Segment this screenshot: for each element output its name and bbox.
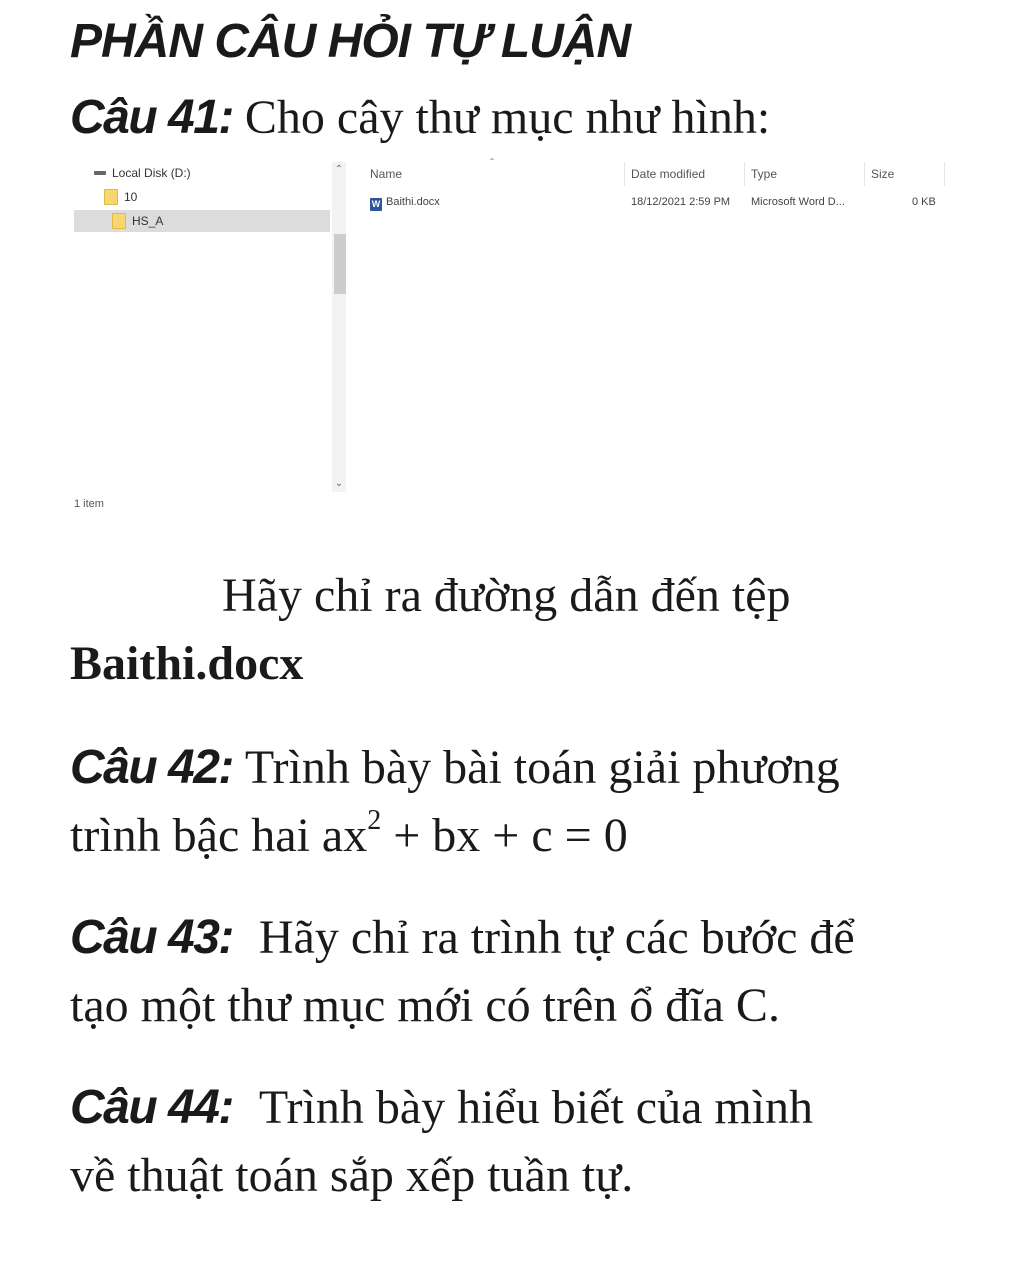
column-divider[interactable]: [944, 162, 945, 186]
question-41-label: Câu 41:: [70, 91, 233, 144]
sort-caret-icon: ˆ: [490, 156, 494, 170]
tree-scrollbar[interactable]: [332, 162, 346, 492]
column-header-name[interactable]: Name: [370, 167, 403, 181]
question-42-text-2-post: + bx + c = 0: [381, 809, 628, 862]
scroll-down-icon[interactable]: ⌄: [334, 478, 344, 489]
file-row-name[interactable]: [370, 194, 440, 211]
file-explorer-screenshot: [74, 158, 946, 518]
question-43-text-1: Hãy chỉ ra trình tự các bước để: [258, 911, 855, 964]
column-header-date[interactable]: Date modified: [631, 167, 706, 181]
tree-item-drive-label: Local Disk (D:): [112, 166, 191, 180]
column-header-size[interactable]: Size: [871, 167, 895, 181]
folder-tree: [74, 158, 332, 488]
drive-icon: [94, 171, 106, 175]
column-header-type[interactable]: Type: [751, 167, 778, 181]
scroll-thumb[interactable]: [334, 234, 346, 294]
file-row-type: Microsoft Word D...: [751, 196, 845, 208]
tree-item-folder-10-label: 10: [124, 190, 138, 204]
scroll-up-icon[interactable]: ⌃: [334, 164, 344, 175]
question-43-label: Câu 43:: [70, 911, 233, 964]
question-44-line-2: về thuật toán sắp xếp tuần tự.: [70, 1149, 634, 1202]
column-divider[interactable]: [864, 162, 865, 186]
column-divider[interactable]: [624, 162, 625, 186]
folder-icon: [112, 213, 126, 229]
question-43-line-1: [70, 910, 855, 965]
tree-item-folder-10[interactable]: [104, 186, 137, 208]
status-bar-item-count: 1 item: [74, 498, 104, 508]
question-42-line-1: [70, 740, 840, 795]
question-44-line-1: [70, 1080, 813, 1135]
question-42-text-1: Trình bày bài toán giải phương: [244, 741, 840, 794]
question-42-text-2-pre: trình bậc hai ax: [70, 809, 368, 862]
question-42-exponent: 2: [367, 805, 382, 836]
word-document-icon: W: [371, 199, 381, 209]
question-44-label: Câu 44:: [70, 1081, 233, 1134]
tree-item-drive[interactable]: [94, 162, 191, 184]
question-41-text: Cho cây thư mục như hình:: [244, 91, 771, 144]
question-42-label: Câu 42:: [70, 741, 233, 794]
question-41-line: [70, 90, 770, 145]
folder-icon: [104, 189, 118, 205]
tree-item-folder-hs-a-label: HS_A: [132, 214, 164, 228]
tree-item-folder-hs-a[interactable]: [74, 210, 330, 232]
question-41-filename: Baithi.docx: [70, 637, 304, 690]
question-41-instruction: Hãy chỉ ra đường dẫn đến tệp: [222, 569, 791, 622]
file-row-size: 0 KB: [912, 196, 936, 208]
file-name: Baithi.docx: [386, 196, 440, 208]
file-row-date: 18/12/2021 2:59 PM: [631, 196, 731, 208]
column-divider[interactable]: [744, 162, 745, 186]
question-43-line-2: tạo một thư mục mới có trên ổ đĩa C.: [70, 979, 780, 1032]
section-heading: PHẦN CÂU HỎI TỰ LUẬN: [70, 15, 631, 68]
question-44-text-1: Trình bày hiểu biết của mình: [258, 1081, 814, 1134]
question-42-line-2: [70, 805, 628, 863]
